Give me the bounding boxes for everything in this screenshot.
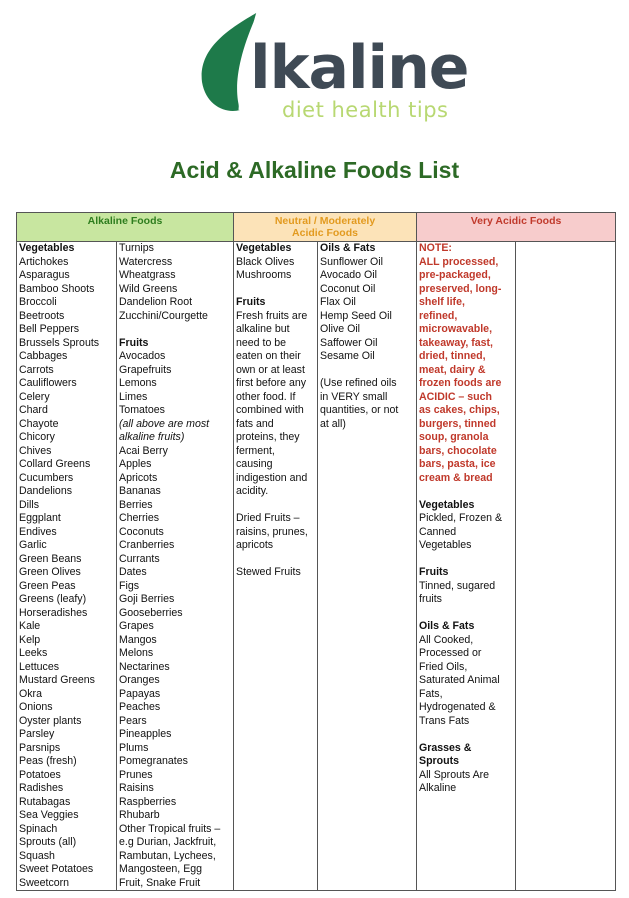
- list-item: Green Peas: [19, 579, 76, 592]
- text-line: Hydrogenated &: [419, 701, 496, 713]
- text-line: alkaline but: [236, 323, 290, 335]
- text-line: apricots: [236, 539, 274, 551]
- list-item: Beetroots: [19, 309, 65, 322]
- list-item: Parsnips: [19, 741, 61, 754]
- alkaline-col-1: [17, 242, 117, 891]
- list-item: e.g Durian, Jackfruit,: [119, 836, 217, 848]
- acidic-note-line: as cakes, chips,: [419, 404, 500, 416]
- list-item: Berries: [119, 498, 153, 511]
- acidic-header: Very Acidic Foods: [417, 213, 616, 242]
- list-item: Apricots: [119, 471, 158, 484]
- list-item: Flax Oil: [320, 296, 356, 308]
- list-item: Mangosteen, Egg: [119, 863, 203, 875]
- list-item: Sweetcorn: [19, 876, 70, 889]
- neutral-col-1: [234, 242, 318, 891]
- alkaline-header: Alkaline Foods: [17, 213, 234, 242]
- text-line: causing: [236, 458, 273, 470]
- list-item: Acai Berry: [119, 444, 168, 457]
- list-item: Cauliflowers: [19, 377, 77, 389]
- list-item: Spinach: [19, 822, 58, 835]
- neutral-fruits-heading: Fruits: [236, 296, 266, 308]
- text-line: Processed or: [419, 647, 482, 659]
- table-body-row: [17, 242, 616, 891]
- text-line: in VERY small: [320, 390, 388, 403]
- list-item: Brussels Sprouts: [19, 336, 100, 349]
- list-item: Black Olives: [236, 255, 295, 268]
- list-item: Collard Greens: [19, 458, 91, 470]
- page-title: Acid & Alkaline Foods List: [169, 157, 460, 183]
- alkaline-note-line1: (all above are most: [119, 417, 210, 430]
- text-line: Vegetables: [419, 539, 472, 551]
- list-item: Sweet Potatoes: [19, 863, 94, 875]
- list-item: Green Beans: [19, 552, 82, 565]
- list-item: Endives: [19, 525, 57, 538]
- text-line: other food. If: [236, 390, 296, 403]
- alkaline-fruits-heading: Fruits: [119, 336, 149, 349]
- list-item: Bell Peppers: [19, 323, 80, 335]
- acidic-note-line: takeaway, fast,: [419, 336, 494, 349]
- list-item: Onions: [19, 701, 53, 713]
- text-line: All Sprouts Are: [419, 768, 490, 781]
- list-item: Okra: [19, 687, 42, 700]
- text-line: combined with: [236, 404, 304, 416]
- logo-word: lkaline: [250, 33, 469, 103]
- list-item: Sea Veggies: [19, 809, 79, 821]
- list-item: Garlic: [19, 539, 47, 551]
- list-item: Oyster plants: [19, 714, 82, 727]
- acidic-note-line: NOTE:: [419, 242, 452, 254]
- list-item: Papayas: [119, 687, 161, 700]
- text-line: need to be: [236, 336, 287, 349]
- acidic-note-line: ALL processed,: [419, 255, 499, 268]
- text-line: (Use refined oils: [320, 377, 397, 389]
- list-item: Bananas: [119, 485, 161, 497]
- list-item: Fruit, Snake Fruit: [119, 876, 201, 889]
- list-item: Turnips: [119, 242, 154, 254]
- list-item: Cranberries: [119, 539, 175, 551]
- list-item: Horseradishes: [19, 606, 88, 619]
- list-item: Wheatgrass: [119, 269, 176, 281]
- text-line: Fresh fruits are: [236, 309, 308, 322]
- list-item: Pomegranates: [119, 755, 188, 767]
- text-line: fats and: [236, 417, 274, 430]
- acidic-note-line: ACIDIC – such: [419, 390, 492, 403]
- list-item: Nectarines: [119, 660, 170, 673]
- acidic-note-line: soup, granola: [419, 431, 489, 443]
- table-header-row: [17, 213, 616, 242]
- acidic-fruits-heading: Fruits: [419, 566, 449, 578]
- text-line: All Cooked,: [419, 633, 474, 646]
- logo-tagline: diet health tips: [282, 98, 449, 122]
- acidic-note-line: burgers, tinned: [419, 417, 497, 430]
- list-item: Peaches: [119, 701, 161, 713]
- list-item: Kale: [19, 620, 41, 632]
- list-item: Watercress: [119, 255, 173, 268]
- list-item: Asparagus: [19, 269, 70, 281]
- list-item: Squash: [19, 849, 55, 862]
- text-line: raisins, prunes,: [236, 525, 308, 538]
- neutral-header: [234, 213, 417, 242]
- acidic-col-1: [417, 242, 516, 891]
- text-line: ferment,: [236, 444, 275, 457]
- text-line: proteins, they: [236, 431, 300, 443]
- alkaline-vegetables-heading: Vegetables: [19, 242, 75, 254]
- list-item: Peas (fresh): [19, 755, 77, 767]
- list-item: Plums: [119, 741, 149, 754]
- list-item: Green Olives: [19, 566, 81, 578]
- acidic-note-line: cream & bread: [419, 471, 493, 484]
- list-item: Dandelion Root: [119, 296, 193, 308]
- list-item: Greens (leafy): [19, 593, 87, 605]
- text-line: Dried Fruits –: [236, 512, 300, 524]
- list-item: Limes: [119, 390, 148, 403]
- list-item: Prunes: [119, 768, 153, 781]
- list-item: Sesame Oil: [320, 350, 375, 362]
- list-item: Mushrooms: [236, 269, 292, 281]
- list-item: Mustard Greens: [19, 674, 95, 686]
- text-line: Pickled, Frozen &: [419, 512, 503, 524]
- list-item: Celery: [19, 390, 50, 403]
- list-item: Pears: [119, 714, 147, 727]
- list-item: Rutabagas: [19, 795, 71, 808]
- list-item: Hemp Seed Oil: [320, 309, 392, 322]
- list-item: Leeks: [19, 647, 48, 659]
- acidic-oils-heading: Oils & Fats: [419, 620, 475, 632]
- list-item: Artichokes: [19, 255, 69, 268]
- text-line: quantities, or not: [320, 404, 399, 416]
- list-item: Chicory: [19, 431, 55, 443]
- list-item: Gooseberries: [119, 606, 183, 619]
- neutral-header-line1: Neutral / Moderately: [274, 215, 376, 227]
- text-line: indigestion and: [236, 471, 308, 484]
- list-item: Coconuts: [119, 525, 164, 538]
- text-line: own or at least: [236, 363, 305, 376]
- list-item: Pineapples: [119, 728, 172, 740]
- neutral-header-line2: Acidic Foods: [292, 227, 358, 239]
- list-item: Other Tropical fruits –: [119, 822, 221, 835]
- acidic-note-line: refined,: [419, 309, 458, 322]
- list-item: Rambutan, Lychees,: [119, 849, 216, 862]
- acidic-note-line: bars, pasta, ice: [419, 458, 496, 470]
- neutral-col-2: [318, 242, 417, 891]
- text-line: Fats,: [419, 687, 443, 700]
- text-line: Canned: [419, 525, 457, 538]
- list-item: Olive Oil: [320, 323, 361, 335]
- neutral-vegetables-heading: Vegetables: [236, 242, 292, 254]
- text-line: first before any: [236, 377, 307, 389]
- list-item: Tomatoes: [119, 404, 165, 416]
- list-item: Saffower Oil: [320, 336, 378, 349]
- acidic-grasses-heading-line1: Grasses &: [419, 741, 472, 754]
- list-item: Lettuces: [19, 660, 60, 673]
- list-item: Kelp: [19, 633, 41, 646]
- list-item: Potatoes: [19, 768, 61, 781]
- list-item: Chard: [19, 404, 48, 416]
- list-item: Sprouts (all): [19, 836, 77, 848]
- acidic-note-line: meat, dairy &: [419, 363, 486, 376]
- text-line: Alkaline: [419, 782, 457, 794]
- acidic-vegetables-heading: Vegetables: [419, 498, 475, 511]
- text-line: Trans Fats: [419, 714, 470, 727]
- list-item: Avocado Oil: [320, 269, 377, 281]
- list-item: Stewed Fruits: [236, 566, 301, 578]
- list-item: Lemons: [119, 377, 157, 389]
- list-item: Radishes: [19, 782, 64, 794]
- text-line: fruits: [419, 593, 442, 605]
- list-item: Grapes: [119, 620, 154, 632]
- list-item: Avocados: [119, 350, 166, 362]
- acidic-note-line: microwavable,: [419, 323, 493, 335]
- text-line: acidity.: [236, 485, 269, 497]
- text-line: Tinned, sugared: [419, 579, 496, 592]
- list-item: Rhubarb: [119, 809, 160, 821]
- list-item: Dills: [19, 498, 40, 511]
- list-item: Broccoli: [19, 296, 57, 308]
- list-item: Cabbages: [19, 350, 68, 362]
- list-item: Bamboo Shoots: [19, 282, 95, 295]
- list-item: Currants: [119, 552, 160, 565]
- list-item: Chayote: [19, 417, 59, 430]
- list-item: Figs: [119, 579, 140, 592]
- acidic-note-line: shelf life,: [419, 296, 465, 308]
- list-item: Dates: [119, 566, 147, 578]
- list-item: Coconut Oil: [320, 282, 376, 295]
- list-item: Apples: [119, 458, 152, 470]
- text-line: eaten on their: [236, 350, 301, 362]
- list-item: Zucchini/Courgette: [119, 309, 208, 322]
- list-item: Sunflower Oil: [320, 255, 383, 268]
- list-item: Wild Greens: [119, 282, 178, 295]
- list-item: Cherries: [119, 512, 160, 524]
- list-item: Parsley: [19, 728, 55, 740]
- list-item: Cucumbers: [19, 471, 74, 484]
- acidic-grasses-heading-line2: Sprouts: [419, 755, 460, 767]
- acidic-note-line: preserved, long-: [419, 282, 502, 295]
- list-item: Dandelions: [19, 485, 73, 497]
- list-item: Eggplant: [19, 512, 61, 524]
- acidic-note-line: frozen foods are: [419, 377, 502, 389]
- acidic-note-line: bars, chocolate: [419, 444, 497, 457]
- list-item: Grapefruits: [119, 363, 172, 376]
- list-item: Raisins: [119, 782, 154, 794]
- logo: [0, 0, 629, 140]
- neutral-oils-heading: Oils & Fats: [320, 242, 376, 254]
- list-item: Oranges: [119, 674, 160, 686]
- foods-table: [16, 212, 616, 891]
- text-line: Fried Oils,: [419, 660, 468, 673]
- list-item: Melons: [119, 647, 154, 659]
- list-item: Goji Berries: [119, 593, 175, 605]
- acidic-note-line: dried, tinned,: [419, 350, 486, 362]
- text-line: at all): [320, 417, 346, 430]
- alkaline-note-line2: alkaline fruits): [119, 431, 185, 443]
- list-item: Mangos: [119, 633, 157, 646]
- acidic-note-line: pre-packaged,: [419, 269, 491, 281]
- list-item: Carrots: [19, 363, 54, 376]
- alkaline-col-2: [117, 242, 234, 891]
- text-line: Saturated Animal: [419, 674, 500, 686]
- list-item: Raspberries: [119, 795, 177, 808]
- list-item: Chives: [19, 444, 52, 457]
- acidic-col-2: [516, 242, 616, 891]
